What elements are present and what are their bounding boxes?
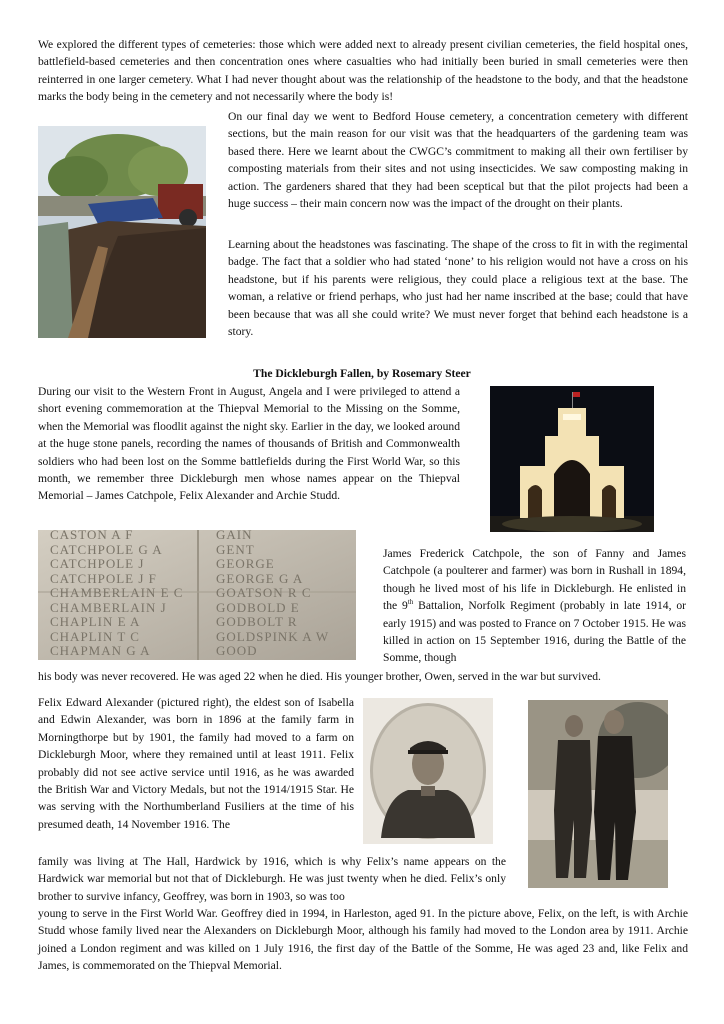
memorial-names-left xyxy=(50,530,183,659)
memorial-names-panel-photo xyxy=(38,530,356,660)
thiepval-memorial-photo xyxy=(490,386,654,532)
memorial-name: CATCHPOLE J xyxy=(50,556,145,571)
article-paragraph-catchpole xyxy=(383,545,686,667)
catchpole-text-a: James Frederick Catchpole, the son of Fanny and James Catchpole (a poulterer and farmer) was born in Rushall in 1894, though he lived most of his life in Dickleburgh. He enlisted in the 9 xyxy=(383,547,686,613)
article-paragraph-felix-mid: family was living at The Hall, Hardwick by 1916, which is why Felix’s name appears on the Hardwick war memorial but not that of Dickleburgh. He was just twenty when he died. Felix’s only brother to survive infancy, Geoffrey, was born in 1903, so was too xyxy=(38,855,506,903)
catchpole-text-sup: th xyxy=(407,598,414,607)
memorial-name: GAIN xyxy=(216,530,253,542)
memorial-name: CATCHPOLE J F xyxy=(50,570,157,586)
memorial-name: GOLDSPINK A W xyxy=(216,628,330,644)
compost-heap-photo xyxy=(38,126,206,338)
memorial-name: GODBOLT R xyxy=(216,614,298,629)
intro-paragraph-1: We explored the different types of cemeteries: those which were added next to already present civilian cemeteries, the field hospital ones, battlefield-based cemeteries and then concentration ones where casualties who had initially been buried in small cemeteries were then reinterred in one larger cemetery. What I had never thought about was the relationship of the headstone to the body, and that the headstone marks the body being in the cemetery and not necessarily where the body is! xyxy=(38,38,688,104)
felix-and-archie-photo xyxy=(528,700,668,888)
memorial-name: GOATSON R C xyxy=(216,585,312,600)
memorial-names-right xyxy=(216,530,329,659)
memorial-name: CHAMBERLAIN J xyxy=(50,599,167,615)
article-paragraph-felix: Felix Edward Alexander (pictured right), the eldest son of Isabella and Edwin Alexander, was born in 1896 at the family farm in Morningthorpe but by 1901, the family had moved to a farm on Dickleburgh Moor, where they remained until at least 1911. Felix probably did not see active service until 1916, as he was awarded the British War and Victory Medals, but not the 1914/1915 Star. He was serving with the Northumberland Fusiliers at the time of his presumed death, 14 November 1916. The xyxy=(38,696,354,831)
catchpole-text-b: Battalion, Norfolk Regiment (probably in late 1914, or early 1915) and was posted to France on 7 October 1915. He was killed in action on 15 September 1916, during the Battle of the Somme, though xyxy=(383,599,687,665)
memorial-name: GOOD xyxy=(216,643,258,658)
memorial-name: CHAPMAN G A xyxy=(50,643,151,658)
article-paragraph-catchpole-cont: his body was never recovered. He was aged 22 when he died. His younger brother, Owen, served in the war but survived. xyxy=(38,670,601,683)
memorial-name: CASTON A F xyxy=(50,530,134,542)
intro-paragraph-2: On our final day we went to Bedford House cemetery, a concentration cemetery with different sections, but the main reason for our visit was that the headquarters of the gardening team was based there. Here we learnt about the CWGC’s commitment to making all their own fertiliser by composting materials from their sites and not using insecticides. We saw composting making in action. The gardeners shared that they had been sceptical but that the pilot projects had been a huge success – their main concern now was the impact of the drought on their plants. xyxy=(228,110,688,211)
memorial-name: GEORGE xyxy=(216,556,275,571)
article-title: The Dickleburgh Fallen, by Rosemary Steer xyxy=(253,367,471,380)
memorial-name: GENT xyxy=(216,541,255,557)
article-paragraph-thiepval: During our visit to the Western Front in August, Angela and I were privileged to attend a short evening commemoration at the Thiepval Memorial to the Missing on the Somme, when the Memorial was floodlit against the night sky. Earlier in the day, we looked around at the huge stone panels, recording the names of thousands of British and Commonwealth soldiers who had been lost on the Somme battlefields during the First World War, so this month, we remember three Dickleburgh men whose names appear on the Thiepval Memorial – James Catchpole, Felix Alexander and Archie Studd. xyxy=(38,385,460,503)
memorial-name: CHAPLIN T C xyxy=(50,628,140,644)
intro-paragraph-3: Learning about the headstones was fascinating. The shape of the cross to fit in with the regimental badge. The fact that a soldier who had stated ‘none’ to his religion would not have a cross on his headstone, but if his parents were religious, they could place a religious text at the base. The woman, a relative or friend perhaps, who just had her name inscribed at the base; could that have been because that was all she could write? We must never forget that behind each headstone is a story. xyxy=(228,238,688,339)
memorial-name: GODBOLD E xyxy=(216,599,300,615)
felix-alexander-portrait-photo xyxy=(363,698,493,844)
article-paragraph-felix-full: young to serve in the First World War. Geoffrey died in 1994, in Harleston, aged 91. In the picture above, Felix, on the left, is with Archie Studd whose family lived near the Alexanders on Dickleburgh Moor, although his family had moved to the London area by 1911. Archie joined a London regiment and was killed on 1 July 1916, the first day of the Battle of the Somme, He was aged 23 and, like Felix and James, is commemorated on the Thiepval Memorial. xyxy=(38,907,688,973)
memorial-name: CATCHPOLE G A xyxy=(50,541,163,557)
memorial-name: GEORGE G A xyxy=(216,570,304,586)
memorial-name: CHAPLIN E A xyxy=(50,614,141,629)
memorial-name: CHAMBERLAIN E C xyxy=(50,585,184,600)
